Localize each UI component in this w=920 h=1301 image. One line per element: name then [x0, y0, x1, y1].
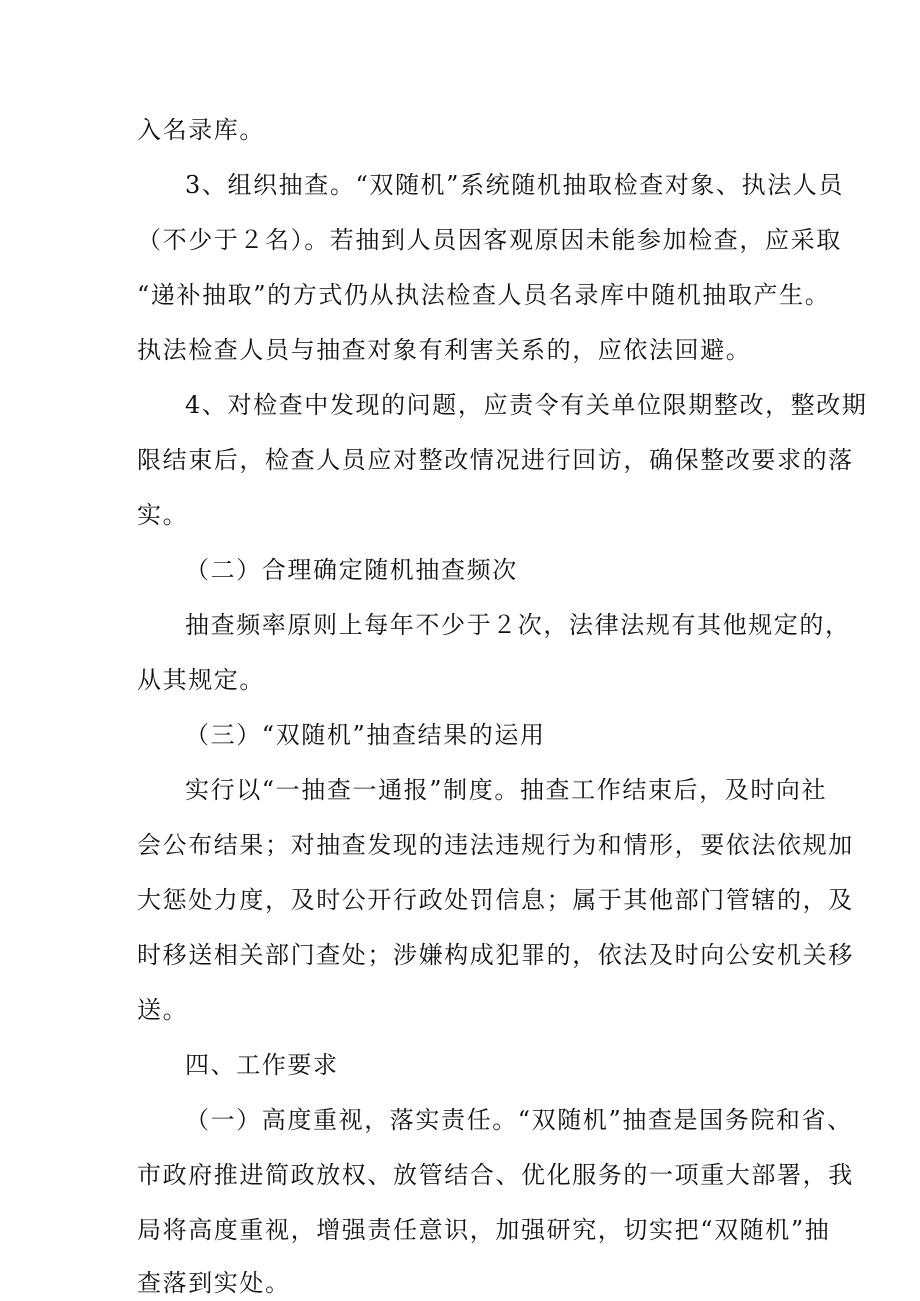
text-line: 抽查频率原则上每年不少于２次，法律法规有其他规定的，	[185, 611, 851, 639]
text-line: 查落到实处。	[137, 1269, 291, 1297]
text-line-item-3: 3、组织抽查。“双随机”系统随机抽取检查对象、执法人员	[185, 171, 845, 199]
text-line: （不少于２名）。若抽到人员因客观原因未能参加检查，应采取	[137, 226, 842, 254]
text-line: 实。	[137, 501, 189, 529]
chapter-heading-4: 四、工作要求	[185, 1051, 339, 1079]
text-line: 限结束后，检查人员应对整改情况进行回访，确保整改要求的落	[137, 446, 854, 474]
text-line: 执法检查人员与抽查对象有利害关系的，应依法回避。	[137, 336, 752, 364]
text-line: 大惩处力度，及时公开行政处罚信息；属于其他部门管辖的，及	[137, 886, 854, 914]
text-line: 局将高度重视，增强责任意识，加强研究，切实把“双随机”抽	[137, 1216, 831, 1244]
section-heading-3: （三）“双随机”抽查结果的运用	[185, 721, 546, 749]
text-line: 从其规定。	[137, 666, 265, 694]
text-line: 送。	[137, 996, 189, 1024]
text-line-continuation: 入名录库。	[137, 116, 265, 144]
text-line: 实行以“一抽查一通报”制度。抽查工作结束后，及时向社	[185, 776, 828, 804]
text-line: 市政府推进简政放权、放管结合、优化服务的一项重大部署，我	[137, 1161, 854, 1189]
text-line: “递补抽取”的方式仍从执法检查人员名录库中随机抽取产生。	[137, 281, 831, 309]
text-line: 会公布结果；对抽查发现的违法违规行为和情形，要依法依规加	[137, 831, 854, 859]
text-line: （一）高度重视，落实责任。“双随机”抽查是国务院和省、	[185, 1106, 853, 1134]
section-heading-2: （二）合理确定随机抽查频次	[185, 556, 518, 584]
text-line: 时移送相关部门查处；涉嫌构成犯罪的，依法及时向公安机关移	[137, 941, 854, 969]
text-line-item-4: 4、对检查中发现的问题，应责令有关单位限期整改，整改期	[185, 391, 868, 419]
